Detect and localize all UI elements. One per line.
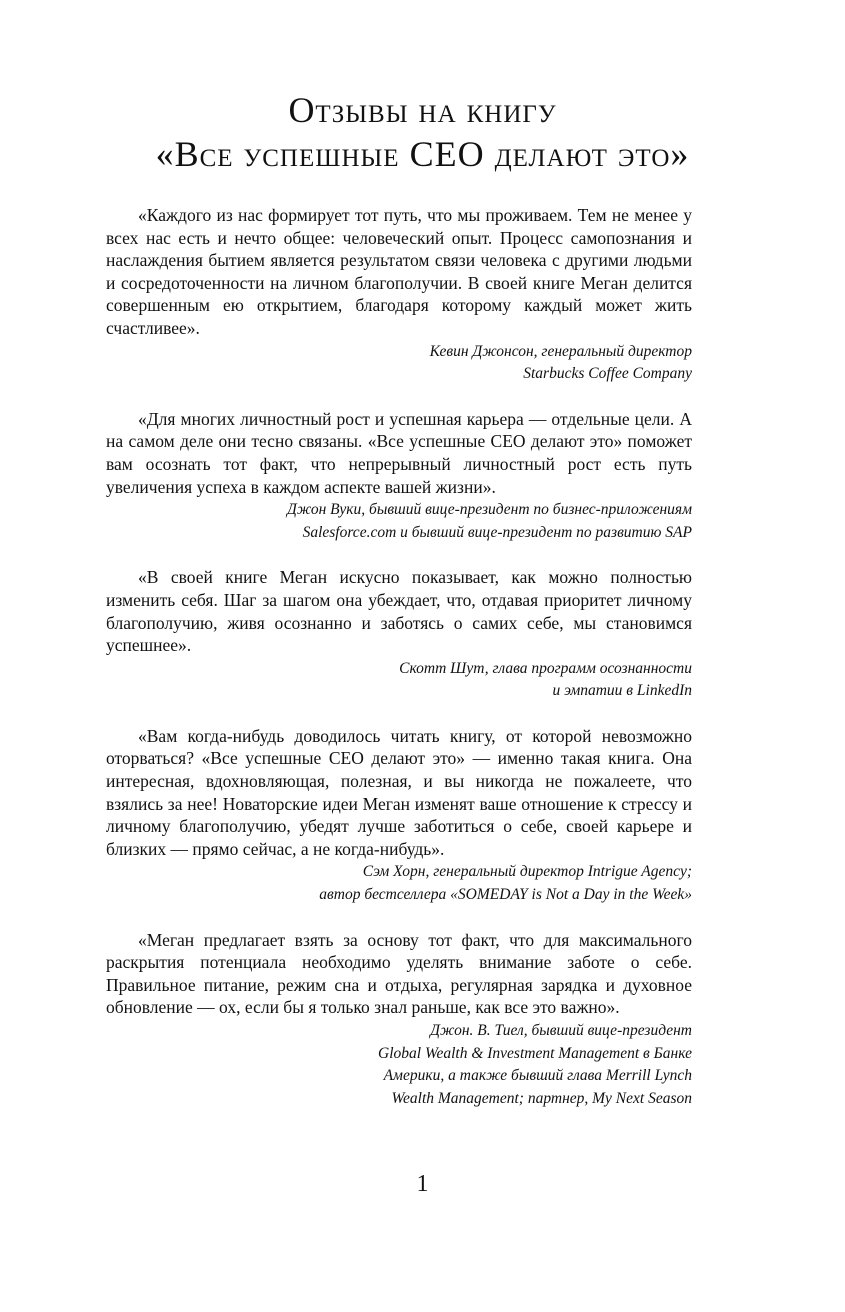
attribution-line: Скотт Шут, глава программ осознанности bbox=[399, 659, 692, 677]
review-attribution bbox=[106, 1020, 692, 1110]
attribution-line: Америки, а также бывший глава Merrill Lynch bbox=[383, 1067, 692, 1085]
reviews-list bbox=[106, 204, 692, 1132]
attribution-line: автор бестселлера «SOMEDAY is Not a Day in the Week» bbox=[319, 886, 692, 904]
attribution-line: Salesforce.com и бывший вице-президент по развитию SAP bbox=[302, 523, 692, 541]
page-heading bbox=[0, 88, 845, 176]
review-attribution bbox=[106, 658, 692, 703]
review-attribution bbox=[106, 499, 692, 544]
attribution-line: Wealth Management; партнер, My Next Season bbox=[391, 1089, 692, 1107]
review-item bbox=[106, 725, 692, 907]
attribution-line: Джон. В. Тиел, бывший вице-президент bbox=[430, 1022, 692, 1039]
review-attribution bbox=[106, 861, 692, 906]
heading-line-2: «Все успешные CEO делают это» bbox=[155, 134, 690, 174]
page-number: 1 bbox=[416, 1171, 429, 1197]
attribution-line: и эмпатии в LinkedIn bbox=[552, 682, 692, 700]
review-quote: «Меган предлагает взять за основу тот факт, что для максимального раскрытия потенциала необходимо уделять внимание заботе о себе. Правильное питание, режим сна и отдыха, регулярная зарядка и духовное обновление — ох, если бы я только знал раньше, как все это важно». bbox=[106, 929, 692, 1018]
attribution-line: Кевин Джонсон, генеральный директор bbox=[429, 342, 692, 360]
review-item bbox=[106, 929, 692, 1111]
review-item bbox=[106, 204, 692, 386]
attribution-line: Global Wealth & Investment Management в Банке bbox=[378, 1044, 692, 1062]
review-quote: «Вам когда-нибудь доводилось читать книгу, от которой невозможно оторваться? «Все успешные CEO делают это» — именно такая книга. Она интересная, вдохновляющая, полезная, и вы никогда не пожалеете, что взялись за нее! Новаторские идеи Меган изменят ваше отношение к стрессу и личному благополучию, убедят лучше заботиться о себе, своей карьере и близких — прямо сейчас, а не когда-нибудь». bbox=[106, 725, 692, 859]
attribution-line: Сэм Хорн, генеральный директор Intrigue Agency; bbox=[362, 863, 692, 881]
review-quote: «Каждого из нас формирует тот путь, что мы проживаем. Тем не менее у всех нас есть и нечто общее: человеческий опыт. Процесс самопознания и наслаждения бытием является результатом связи человека с другими людьми и сосредоточенности на личном благополучии. В своей книге Меган делится совершенным ею открытием, благодаря которому каждый может жить счастливее». bbox=[106, 205, 692, 338]
review-quote: «Для многих личностный рост и успешная карьера — отдельные цели. А на самом деле они тесно связаны. «Все успешные CEO делают это» поможет вам осознать тот факт, что непрерывный личностный рост есть путь увеличения успеха в каждом аспекте вашей жизни». bbox=[106, 408, 692, 497]
heading-line-1: Отзывы на книгу bbox=[288, 90, 557, 130]
attribution-line: Джон Вуки, бывший вице-президент по бизнес-приложениям bbox=[286, 501, 692, 519]
attribution-line: Starbucks Coffee Company bbox=[523, 365, 692, 383]
review-item bbox=[106, 566, 692, 703]
review-quote: «В своей книге Меган искусно показывает, как можно полностью изменить себя. Шаг за шагом она убеждает, что, отдавая приоритет личному благополучию, живя осознанно и заботясь о самих себе, мы становимся успешнее». bbox=[106, 567, 692, 656]
review-attribution bbox=[106, 341, 692, 386]
review-item bbox=[106, 408, 692, 545]
